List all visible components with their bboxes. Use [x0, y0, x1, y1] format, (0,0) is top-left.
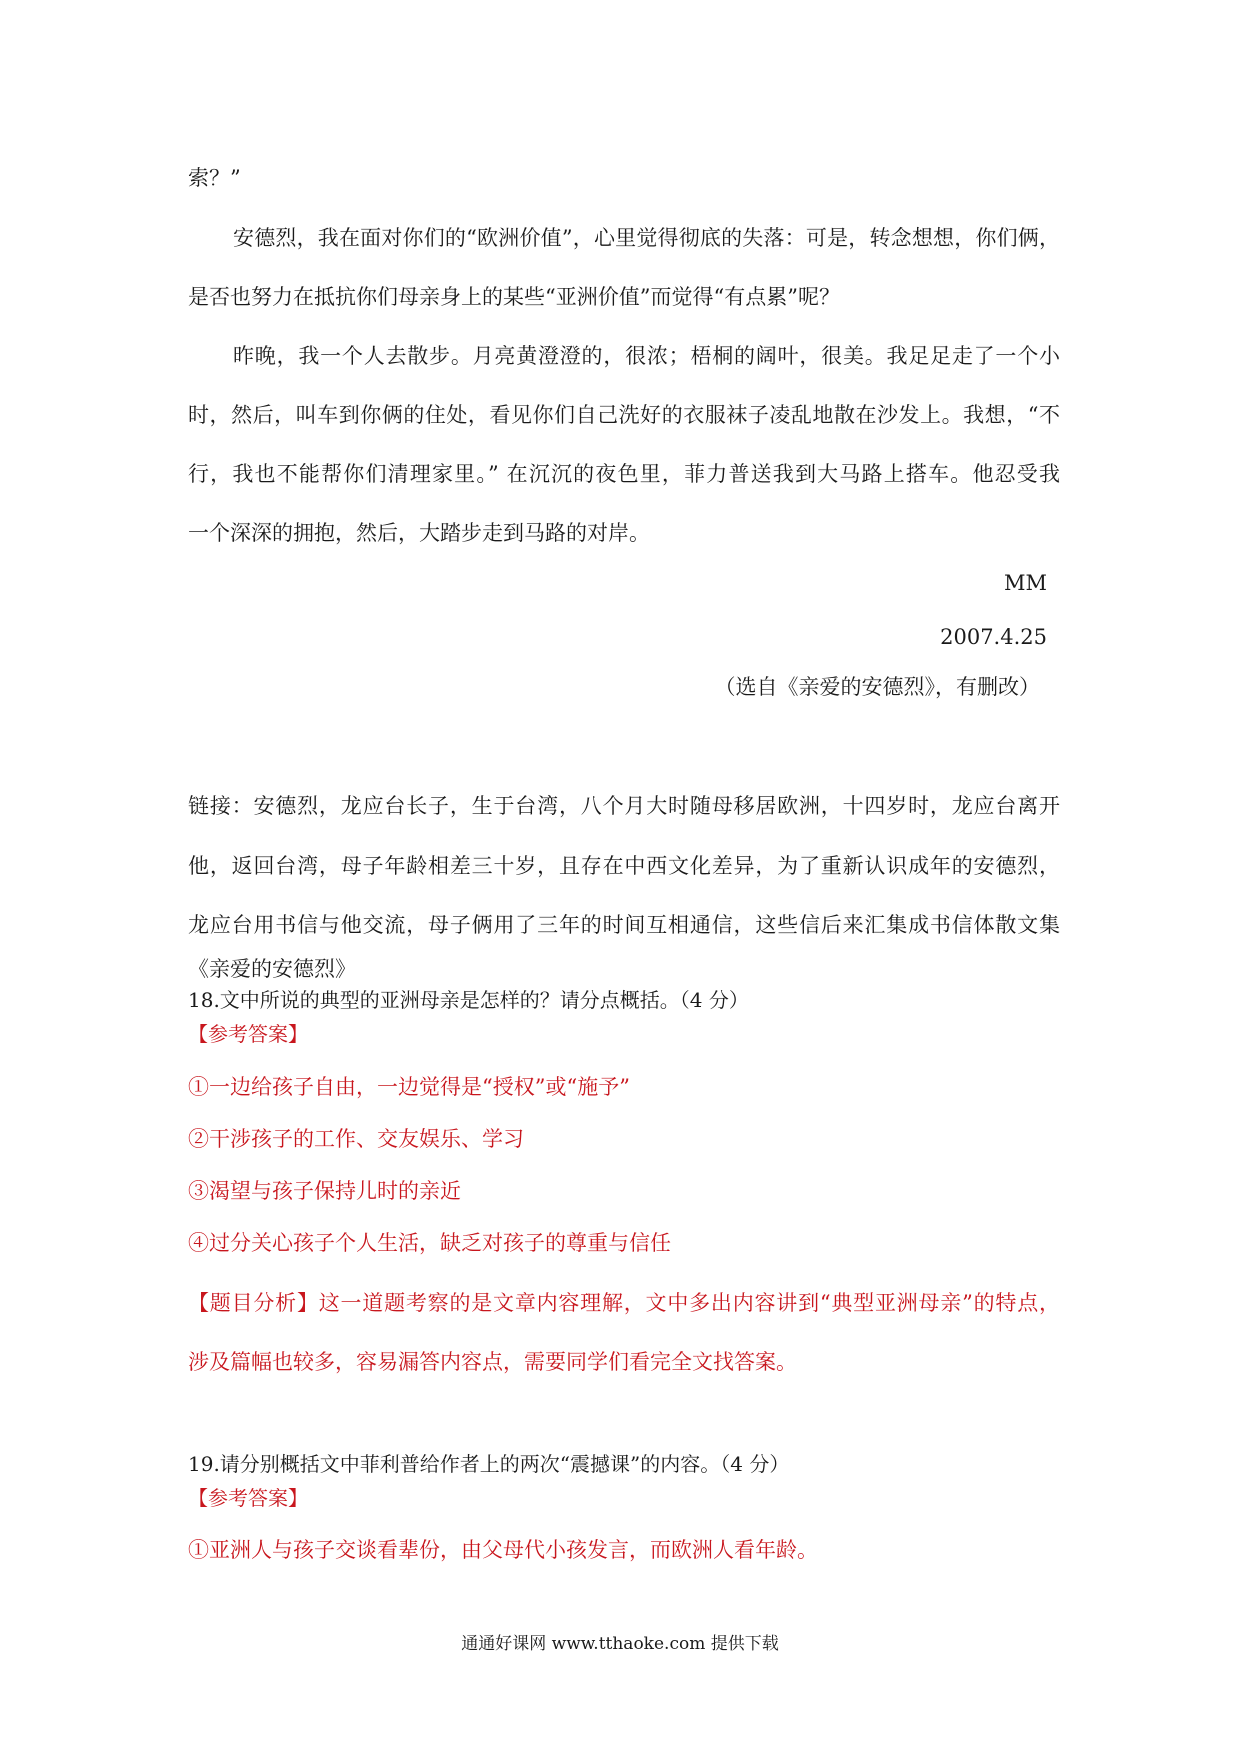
link-line: 龙应台用书信与他交流，母子俩用了三年的时间互相通信，这些信后来汇集成书信体散文集 [188, 913, 1060, 937]
body-line: 昨晚，我一个人去散步。月亮黄澄澄的，很浓；梧桐的阔叶，很美。我足足走了一个小 [233, 344, 1060, 368]
body-line: 是否也努力在抵抗你们母亲身上的某些“亚洲价值”而觉得“有点累”呢？ [188, 285, 840, 309]
source-note: （选自《亲爱的安德烈》，有删改） [714, 675, 1040, 699]
body-line: 索？” [188, 166, 241, 190]
body-line: 时，然后，叫车到你俩的住处，看见你们自己洗好的衣服袜子凌乱地散在沙发上。我想，“不 [188, 403, 1060, 427]
body-line: 一个深深的拥抱，然后，大踏步走到马路的对岸。 [188, 521, 650, 545]
signature-date: 2007.4.25 [940, 625, 1047, 649]
question-18: 18.文中所说的典型的亚洲母亲是怎样的？请分点概括。（4 分） [188, 988, 749, 1012]
answer-item: ①一边给孩子自由，一边觉得是“授权”或“施予” [188, 1075, 630, 1099]
body-line: 行，我也不能帮你们清理家里。” 在沉沉的夜色里，菲力普送我到大马路上搭车。他忍受我 [188, 462, 1060, 486]
analysis-line: 涉及篇幅也较多，容易漏答内容点，需要同学们看完全文找答案。 [188, 1350, 797, 1374]
analysis-line: 【题目分析】这一道题考察的是文章内容理解，文中多出内容讲到“典型亚洲母亲”的特点， [188, 1291, 1060, 1315]
body-line: 安德烈，我在面对你们的“欧洲价值”，心里觉得彻底的失落：可是，转念想想，你们俩， [233, 226, 1060, 250]
link-line: 他，返回台湾，母子年龄相差三十岁，且存在中西文化差异，为了重新认识成年的安德烈， [188, 854, 1060, 878]
answer-item: ④过分关心孩子个人生活，缺乏对孩子的尊重与信任 [188, 1231, 671, 1255]
answer-item: ②干涉孩子的工作、交友娱乐、学习 [188, 1127, 524, 1151]
question-19: 19.请分别概括文中菲利普给作者上的两次“震撼课”的内容。（4 分） [188, 1452, 790, 1476]
answer-label-18: 【参考答案】 [188, 1022, 308, 1046]
answer-item: ③渴望与孩子保持儿时的亲近 [188, 1179, 461, 1203]
signature-name: MM [1003, 571, 1047, 595]
link-line: 链接：安德烈，龙应台长子，生于台湾，八个月大时随母移居欧洲，十四岁时，龙应台离开 [188, 794, 1060, 818]
page-footer: 通通好课网 www.tthaoke.com 提供下载 [461, 1634, 779, 1654]
answer-label-19: 【参考答案】 [188, 1486, 308, 1510]
answer-item: ①亚洲人与孩子交谈看辈份，由父母代小孩发言，而欧洲人看年龄。 [188, 1538, 818, 1562]
link-line: 《亲爱的安德烈》 [188, 957, 356, 981]
